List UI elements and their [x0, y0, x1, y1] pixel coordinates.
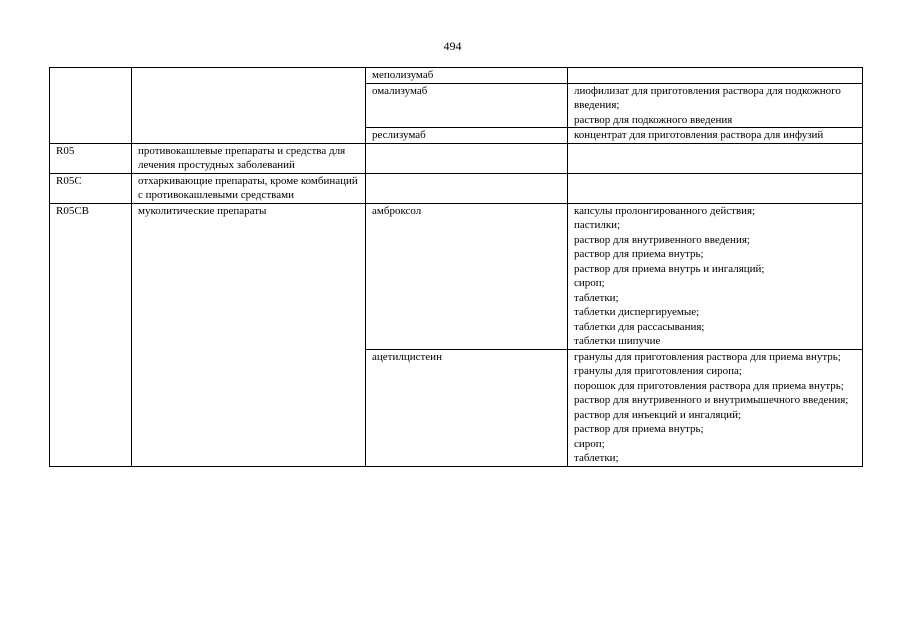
dosage-form: раствор для инъекций и ингаляций;: [574, 408, 742, 421]
dosage-forms-cell: [568, 203, 863, 349]
dosage-form: гранулы для приготовления сиропа;: [574, 365, 742, 377]
drug-name-cell: меполизумаб: [366, 68, 568, 84]
dosage-form: раствор для приема внутрь;: [574, 248, 704, 260]
drug-name-cell: ацетилцистеин: [366, 349, 568, 466]
group-name-cell: [132, 68, 366, 144]
atc-code-cell: R05: [50, 143, 132, 173]
dosage-form: капсулы пролонгированного действия;: [574, 204, 756, 217]
atc-code-cell: [50, 68, 132, 144]
dosage-form: таблетки;: [574, 291, 619, 304]
table-row: [50, 203, 863, 349]
dosage-forms-cell: [568, 173, 863, 203]
dosage-form: пастилки;: [574, 219, 621, 231]
group-name-cell: отхаркивающие препараты, кроме комбинаций с противокашлевыми средствами: [132, 173, 366, 203]
atc-code-cell: R05CB: [50, 203, 132, 466]
dosage-forms-cell: [568, 349, 863, 466]
drug-name-cell: омализумаб: [366, 83, 568, 128]
dosage-form: раствор для подкожного введения: [574, 113, 733, 126]
dosage-form: таблетки;: [574, 452, 619, 464]
dosage-form: таблетки для рассасывания;: [574, 320, 705, 333]
drug-name-cell: [366, 173, 568, 203]
dosage-form: сироп;: [574, 277, 605, 289]
table-row: [50, 68, 863, 84]
dosage-forms-cell: [568, 68, 863, 84]
drug-name-cell: [366, 143, 568, 173]
dosage-form: гранулы для приготовления раствора для приема внутрь;: [574, 350, 841, 363]
page-number: 494: [443, 39, 462, 53]
dosage-form: сироп;: [574, 437, 605, 450]
dosage-forms-cell: [568, 83, 863, 128]
dosage-form: лиофилизат для приготовления раствора для подкожного введения;: [574, 84, 841, 111]
group-name-cell: противокашлевые препараты и средства для лечения простудных заболеваний: [132, 143, 366, 173]
drug-name-cell: амброксол: [366, 203, 568, 349]
table-row: [50, 143, 863, 173]
dosage-form: раствор для приема внутрь;: [574, 423, 704, 435]
dosage-form: порошок для приготовления раствора для приема внутрь;: [574, 379, 844, 392]
drug-table: [49, 67, 863, 467]
dosage-form: таблетки шипучие: [574, 335, 661, 347]
dosage-form: раствор для приема внутрь и ингаляций;: [574, 262, 765, 275]
drug-name-cell: реслизумаб: [366, 128, 568, 144]
dosage-forms-cell: [568, 143, 863, 173]
dosage-form: концентрат для приготовления раствора для инфузий: [574, 129, 824, 141]
dosage-form: раствор для внутривенного введения;: [574, 233, 750, 246]
group-name-cell: муколитические препараты: [132, 203, 366, 466]
table-row: [50, 173, 863, 203]
atc-code-cell: R05C: [50, 173, 132, 203]
dosage-form: раствор для внутривенного и внутримышечного введения;: [574, 394, 849, 406]
dosage-forms-cell: [568, 128, 863, 144]
dosage-form: таблетки диспергируемые;: [574, 306, 700, 318]
